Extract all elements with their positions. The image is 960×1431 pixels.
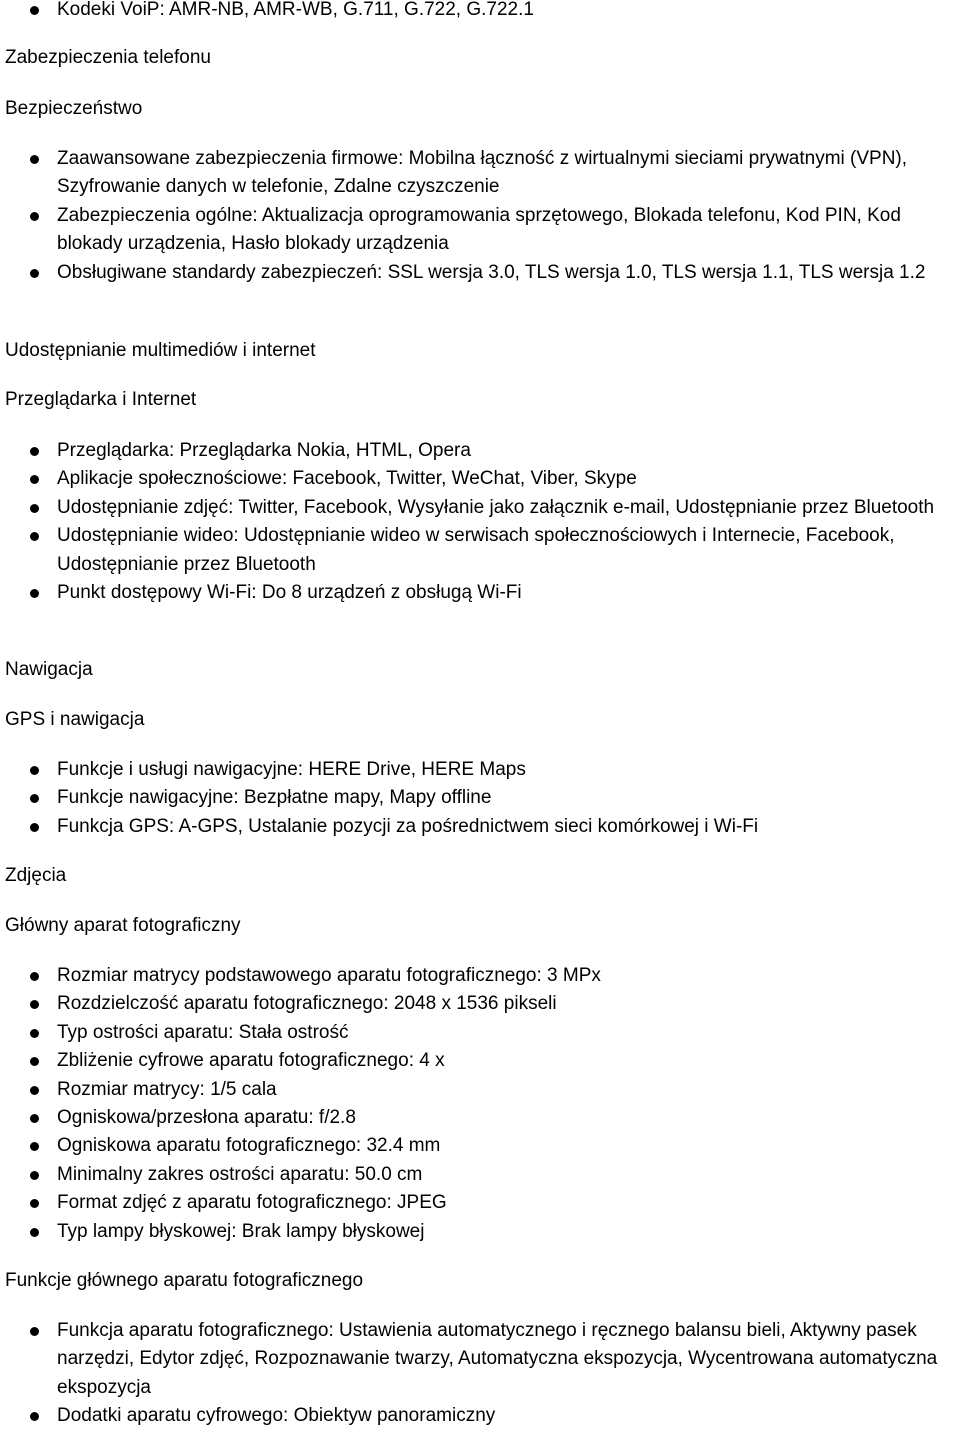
bullet-icon xyxy=(30,766,39,775)
list-item-text: Przeglądarka: Przeglądarka Nokia, HTML, Opera xyxy=(57,440,471,461)
list-item xyxy=(0,494,960,522)
list-item xyxy=(0,259,960,287)
list-item-text: Udostępnianie zdjęć: Twitter, Facebook, Wysyłanie jako załącznik e-mail, Udostępnianie przez Bluetooth xyxy=(57,496,935,518)
bullet-icon xyxy=(30,475,39,484)
codec-list xyxy=(0,0,960,24)
list-item xyxy=(0,1104,960,1132)
list-item-text: Format zdjęć z aparatu fotograficznego: JPEG xyxy=(57,1192,447,1214)
list-item xyxy=(0,522,960,579)
bullet-icon xyxy=(30,794,39,803)
list-item-text: Minimalny zakres ostrości aparatu: 50.0 cm xyxy=(57,1163,423,1185)
subsection-title-main-camera: Główny aparat fotograficzny xyxy=(5,915,241,936)
list-item xyxy=(0,784,960,812)
bullet-icon xyxy=(30,589,39,598)
list-item xyxy=(0,1161,960,1189)
bullet-icon xyxy=(30,1114,39,1123)
list-item-text: Funkcje nawigacyjne: Bezpłatne mapy, Mapy offline xyxy=(57,787,492,809)
bullet-icon xyxy=(30,1171,39,1180)
list-item-text: Dodatki aparatu cyfrowego: Obiektyw panoramiczny xyxy=(57,1405,496,1427)
bullet-icon xyxy=(30,1057,39,1066)
list-item xyxy=(0,962,960,990)
bullet-icon xyxy=(30,155,39,164)
security-list xyxy=(0,145,960,287)
bullet-icon xyxy=(30,1086,39,1095)
list-item xyxy=(0,1402,960,1430)
list-item xyxy=(0,1019,960,1047)
list-item-text: Rozmiar matrycy: 1/5 cala xyxy=(57,1078,277,1100)
subsection-title-gps: GPS i nawigacja xyxy=(5,709,145,730)
list-item xyxy=(0,756,960,784)
section-title-sharing: Udostępnianie multimediów i internet xyxy=(5,340,316,361)
section-title-phone-security: Zabezpieczenia telefonu xyxy=(5,47,211,68)
bullet-icon xyxy=(30,6,39,15)
list-item-text: Ogniskowa/przesłona aparatu: f/2.8 xyxy=(57,1107,356,1129)
list-item-text: Funkcje i usługi nawigacyjne: HERE Drive, HERE Maps xyxy=(57,759,526,780)
navigation-list xyxy=(0,756,960,841)
bullet-icon xyxy=(30,1142,39,1151)
list-item-text: Obsługiwane standardy zabezpieczeń: SSL wersja 3.0, TLS wersja 1.0, TLS wersja 1.1, TLS wersja 1.2 xyxy=(57,261,926,283)
list-item xyxy=(0,202,960,259)
bullet-icon xyxy=(30,1228,39,1237)
list-item xyxy=(0,1076,960,1104)
camera-functions-list xyxy=(0,1317,960,1431)
subsection-title-browser: Przeglądarka i Internet xyxy=(5,389,197,410)
list-item-text: Funkcja GPS: A-GPS, Ustalanie pozycji za pośrednictwem sieci komórkowej i Wi-Fi xyxy=(57,815,759,837)
list-item-text: Zbliżenie cyfrowe aparatu fotograficznego: 4 x xyxy=(57,1050,445,1072)
list-item xyxy=(0,1317,960,1402)
sharing-list xyxy=(0,437,960,607)
bullet-icon xyxy=(30,504,39,513)
subsection-title-security: Bezpieczeństwo xyxy=(5,98,143,119)
bullet-icon xyxy=(30,1327,39,1336)
list-item-text: Zaawansowane zabezpieczenia firmowe: Mobilna łączność z wirtualnymi sieciami prywatnymi (VPN), Szyfrowanie danych w telefonie, Zdalne czyszczenie xyxy=(57,148,908,198)
bullet-icon xyxy=(30,972,39,981)
list-item-text: Rozdzielczość aparatu fotograficznego: 2048 x 1536 pikseli xyxy=(57,993,557,1015)
subsection-title-camera-functions: Funkcje głównego aparatu fotograficznego xyxy=(5,1270,364,1291)
list-item-text: Typ ostrości aparatu: Stała ostrość xyxy=(57,1021,349,1043)
bullet-icon xyxy=(30,1029,39,1038)
list-item xyxy=(0,990,960,1018)
section-title-navigation: Nawigacja xyxy=(5,659,93,680)
list-item xyxy=(0,1132,960,1160)
list-item-text: Rozmiar matrycy podstawowego aparatu fotograficznego: 3 MPx xyxy=(57,965,601,986)
section-title-photos: Zdjęcia xyxy=(5,865,67,886)
list-item-text: Ogniskowa aparatu fotograficznego: 32.4 mm xyxy=(57,1135,441,1157)
list-item xyxy=(0,1189,960,1217)
list-item-text: Typ lampy błyskowej: Brak lampy błyskowej xyxy=(57,1220,425,1242)
list-item-text: Aplikacje społecznościowe: Facebook, Twitter, WeChat, Viber, Skype xyxy=(57,468,637,490)
bullet-icon xyxy=(30,532,39,541)
list-item-text: Punkt dostępowy Wi-Fi: Do 8 urządzeń z obsługą Wi-Fi xyxy=(57,582,522,604)
bullet-icon xyxy=(30,447,39,456)
list-item-text: Udostępnianie wideo: Udostępnianie wideo w serwisach społecznościowych i Internecie, Facebook, Udostępnianie przez Bluetooth xyxy=(57,525,895,575)
list-item xyxy=(0,0,960,24)
list-item xyxy=(0,1218,960,1246)
bullet-icon xyxy=(30,1199,39,1208)
camera-spec-list xyxy=(0,962,960,1246)
bullet-icon xyxy=(30,823,39,832)
list-item xyxy=(0,465,960,493)
list-item-text: Funkcja aparatu fotograficznego: Ustawienia automatycznego i ręcznego balansu bieli, Aktywny pasek narzędzi, Edytor zdjęć, Rozpoznawanie twarzy, Automatyczna ekspozycja, Wycentrowana automatyczna ekspozycja xyxy=(57,1320,938,1398)
list-item xyxy=(0,579,960,607)
bullet-icon xyxy=(30,212,39,221)
list-item-text: Zabezpieczenia ogólne: Aktualizacja oprogramowania sprzętowego, Blokada telefonu, Kod PIN, Kod blokady urządzenia, Hasło blokady urządzenia xyxy=(57,204,901,255)
bullet-icon xyxy=(30,1412,39,1421)
bullet-icon xyxy=(30,1000,39,1009)
list-item xyxy=(0,1047,960,1075)
bullet-icon xyxy=(30,269,39,278)
list-item xyxy=(0,145,960,202)
list-item xyxy=(0,813,960,841)
list-item-text: Kodeki VoiP: AMR-NB, AMR-WB, G.711, G.722, G.722.1 xyxy=(57,0,534,20)
list-item xyxy=(0,437,960,465)
